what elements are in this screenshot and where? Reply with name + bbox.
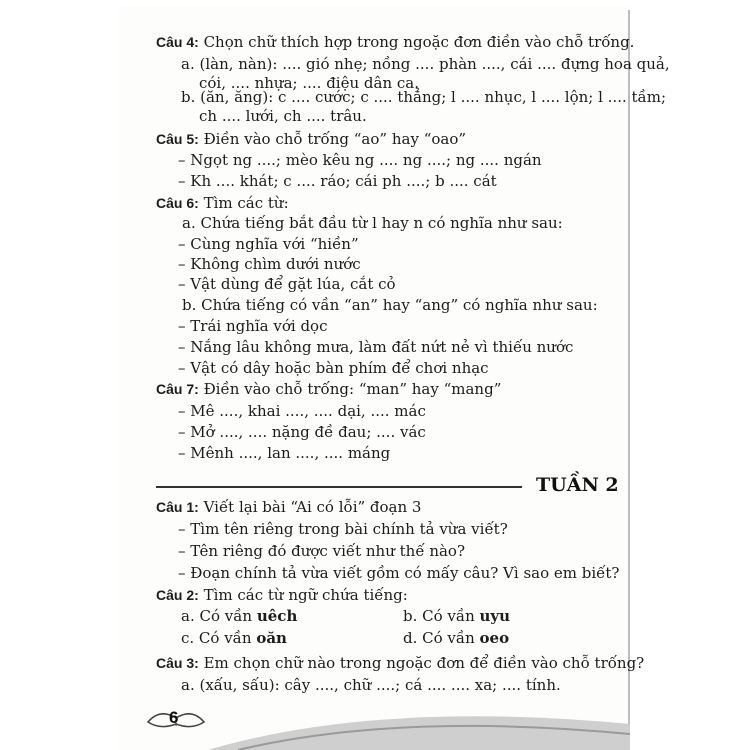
cau4-label: Câu 4: <box>156 34 199 50</box>
footer-swoosh <box>118 690 630 750</box>
cau6-b-item3: – Vật có dây hoặc bàn phím để chơi nhạc <box>178 359 489 377</box>
cau4-a-line1: a. (làn, nàn): .... gió nhẹ; nồng .... phàn ...., cái .... đựng hoa quả, <box>181 55 670 73</box>
w-cau1-item1: – Tìm tên riêng trong bài chính tả vừa viết? <box>178 520 508 538</box>
w-cau2-line <box>156 586 408 604</box>
w-cau2-row1 <box>181 607 511 625</box>
cau7-item1: – Mê ...., khai ...., .... dại, .... mác <box>178 402 426 420</box>
w-cau1-line <box>156 498 421 516</box>
cau4-line <box>156 33 634 51</box>
w-cau2-a <box>181 607 297 625</box>
cau7-text: Điền vào chỗ trống: “man” hay “mang” <box>203 380 502 398</box>
page-number: 6 <box>169 708 179 727</box>
footer-swoosh-shape <box>208 716 630 750</box>
cau6-b: b. Chứa tiếng có vần “an” hay “ang” có nghĩa như sau: <box>182 296 598 314</box>
cau7-item3: – Mênh ...., lan ...., .... máng <box>178 444 391 462</box>
week-heading: TUẦN 2 <box>536 474 619 496</box>
cau6-text: Tìm các từ: <box>203 194 289 212</box>
cau6-b-item1: – Trái nghĩa với dọc <box>178 317 328 335</box>
w-cau2-row2 <box>181 629 510 647</box>
w-cau1-text: Viết lại bài “Ai có lỗi” đoạn 3 <box>203 498 422 516</box>
w-cau3-text: Em chọn chữ nào trong ngoặc đơn để điền vào chỗ trống? <box>203 654 645 672</box>
w-cau1-item3: – Đoạn chính tả vừa viết gồm có mấy câu? Vì sao em biết? <box>178 564 620 582</box>
week-divider <box>156 486 522 488</box>
cau5-line <box>156 130 466 148</box>
cau6-a: a. Chứa tiếng bắt đầu từ l hay n có nghĩa như sau: <box>182 214 563 232</box>
cau6-label: Câu 6: <box>156 195 199 211</box>
w-cau3-label: Câu 3: <box>156 655 199 671</box>
w-cau2-b-rhyme: uyu <box>479 607 511 625</box>
w-cau2-b-label: b. Có vần <box>403 607 480 625</box>
cau6-a-item2: – Không chìm dưới nước <box>178 255 361 273</box>
cau4-b-line2: ch .... lưới, ch .... trâu. <box>199 107 367 125</box>
cau6-line <box>156 194 289 212</box>
w-cau1-item2: – Tên riêng đó được viết như thế nào? <box>178 542 465 560</box>
w-cau1-label: Câu 1: <box>156 499 199 515</box>
w-cau2-text: Tìm các từ ngữ chứa tiếng: <box>203 586 408 604</box>
cau4-text: Chọn chữ thích hợp trong ngoặc đơn điền vào chỗ trống. <box>203 33 635 51</box>
w-cau2-c-rhyme: oăn <box>256 629 287 647</box>
cau6-b-item2: – Nắng lâu không mưa, làm đất nứt nẻ vì thiếu nước <box>178 338 574 356</box>
w-cau2-label: Câu 2: <box>156 587 199 603</box>
cau5-label: Câu 5: <box>156 131 199 147</box>
w-cau2-d <box>403 629 509 647</box>
w-cau2-a-label: a. Có vần <box>181 607 257 625</box>
cau6-a-item3: – Vật dùng để gặt lúa, cắt cỏ <box>178 275 396 293</box>
w-cau3-line <box>156 654 644 672</box>
w-cau2-c <box>181 629 287 647</box>
cau7-line <box>156 380 501 398</box>
w-cau2-d-rhyme: oeo <box>479 629 510 647</box>
w-cau2-a-rhyme: uêch <box>256 607 298 625</box>
cau7-item2: – Mở ...., .... nặng đề đau; .... vác <box>178 423 426 441</box>
cau6-a-item1: – Cùng nghĩa với “hiền” <box>178 235 359 253</box>
page-edge <box>628 10 630 750</box>
cau4-a-line2: cói, .... nhựa; .... điệu dân ca. <box>199 74 419 92</box>
w-cau2-b <box>403 607 510 625</box>
cau4-b-line1: b. (ăn, ăng): c .... cước; c .... thẳng; l .... nhục, l .... lộn; l .... tầm; <box>181 88 667 106</box>
w-cau3-a: a. (xấu, sấu): cây ...., chữ ....; cá .... .... xa; .... tính. <box>181 676 561 694</box>
cau5-item1: – Ngọt ng ....; mèo kêu ng .... ng ....; ng .... ngán <box>178 151 542 169</box>
w-cau2-d-label: d. Có vần <box>403 629 480 647</box>
w-cau2-c-label: c. Có vần <box>181 629 257 647</box>
cau7-label: Câu 7: <box>156 381 199 397</box>
cau5-item2: – Kh .... khát; c .... ráo; cái ph ....; b .... cát <box>178 172 497 190</box>
cau5-text: Điền vào chỗ trống “ao” hay “oao” <box>203 130 467 148</box>
